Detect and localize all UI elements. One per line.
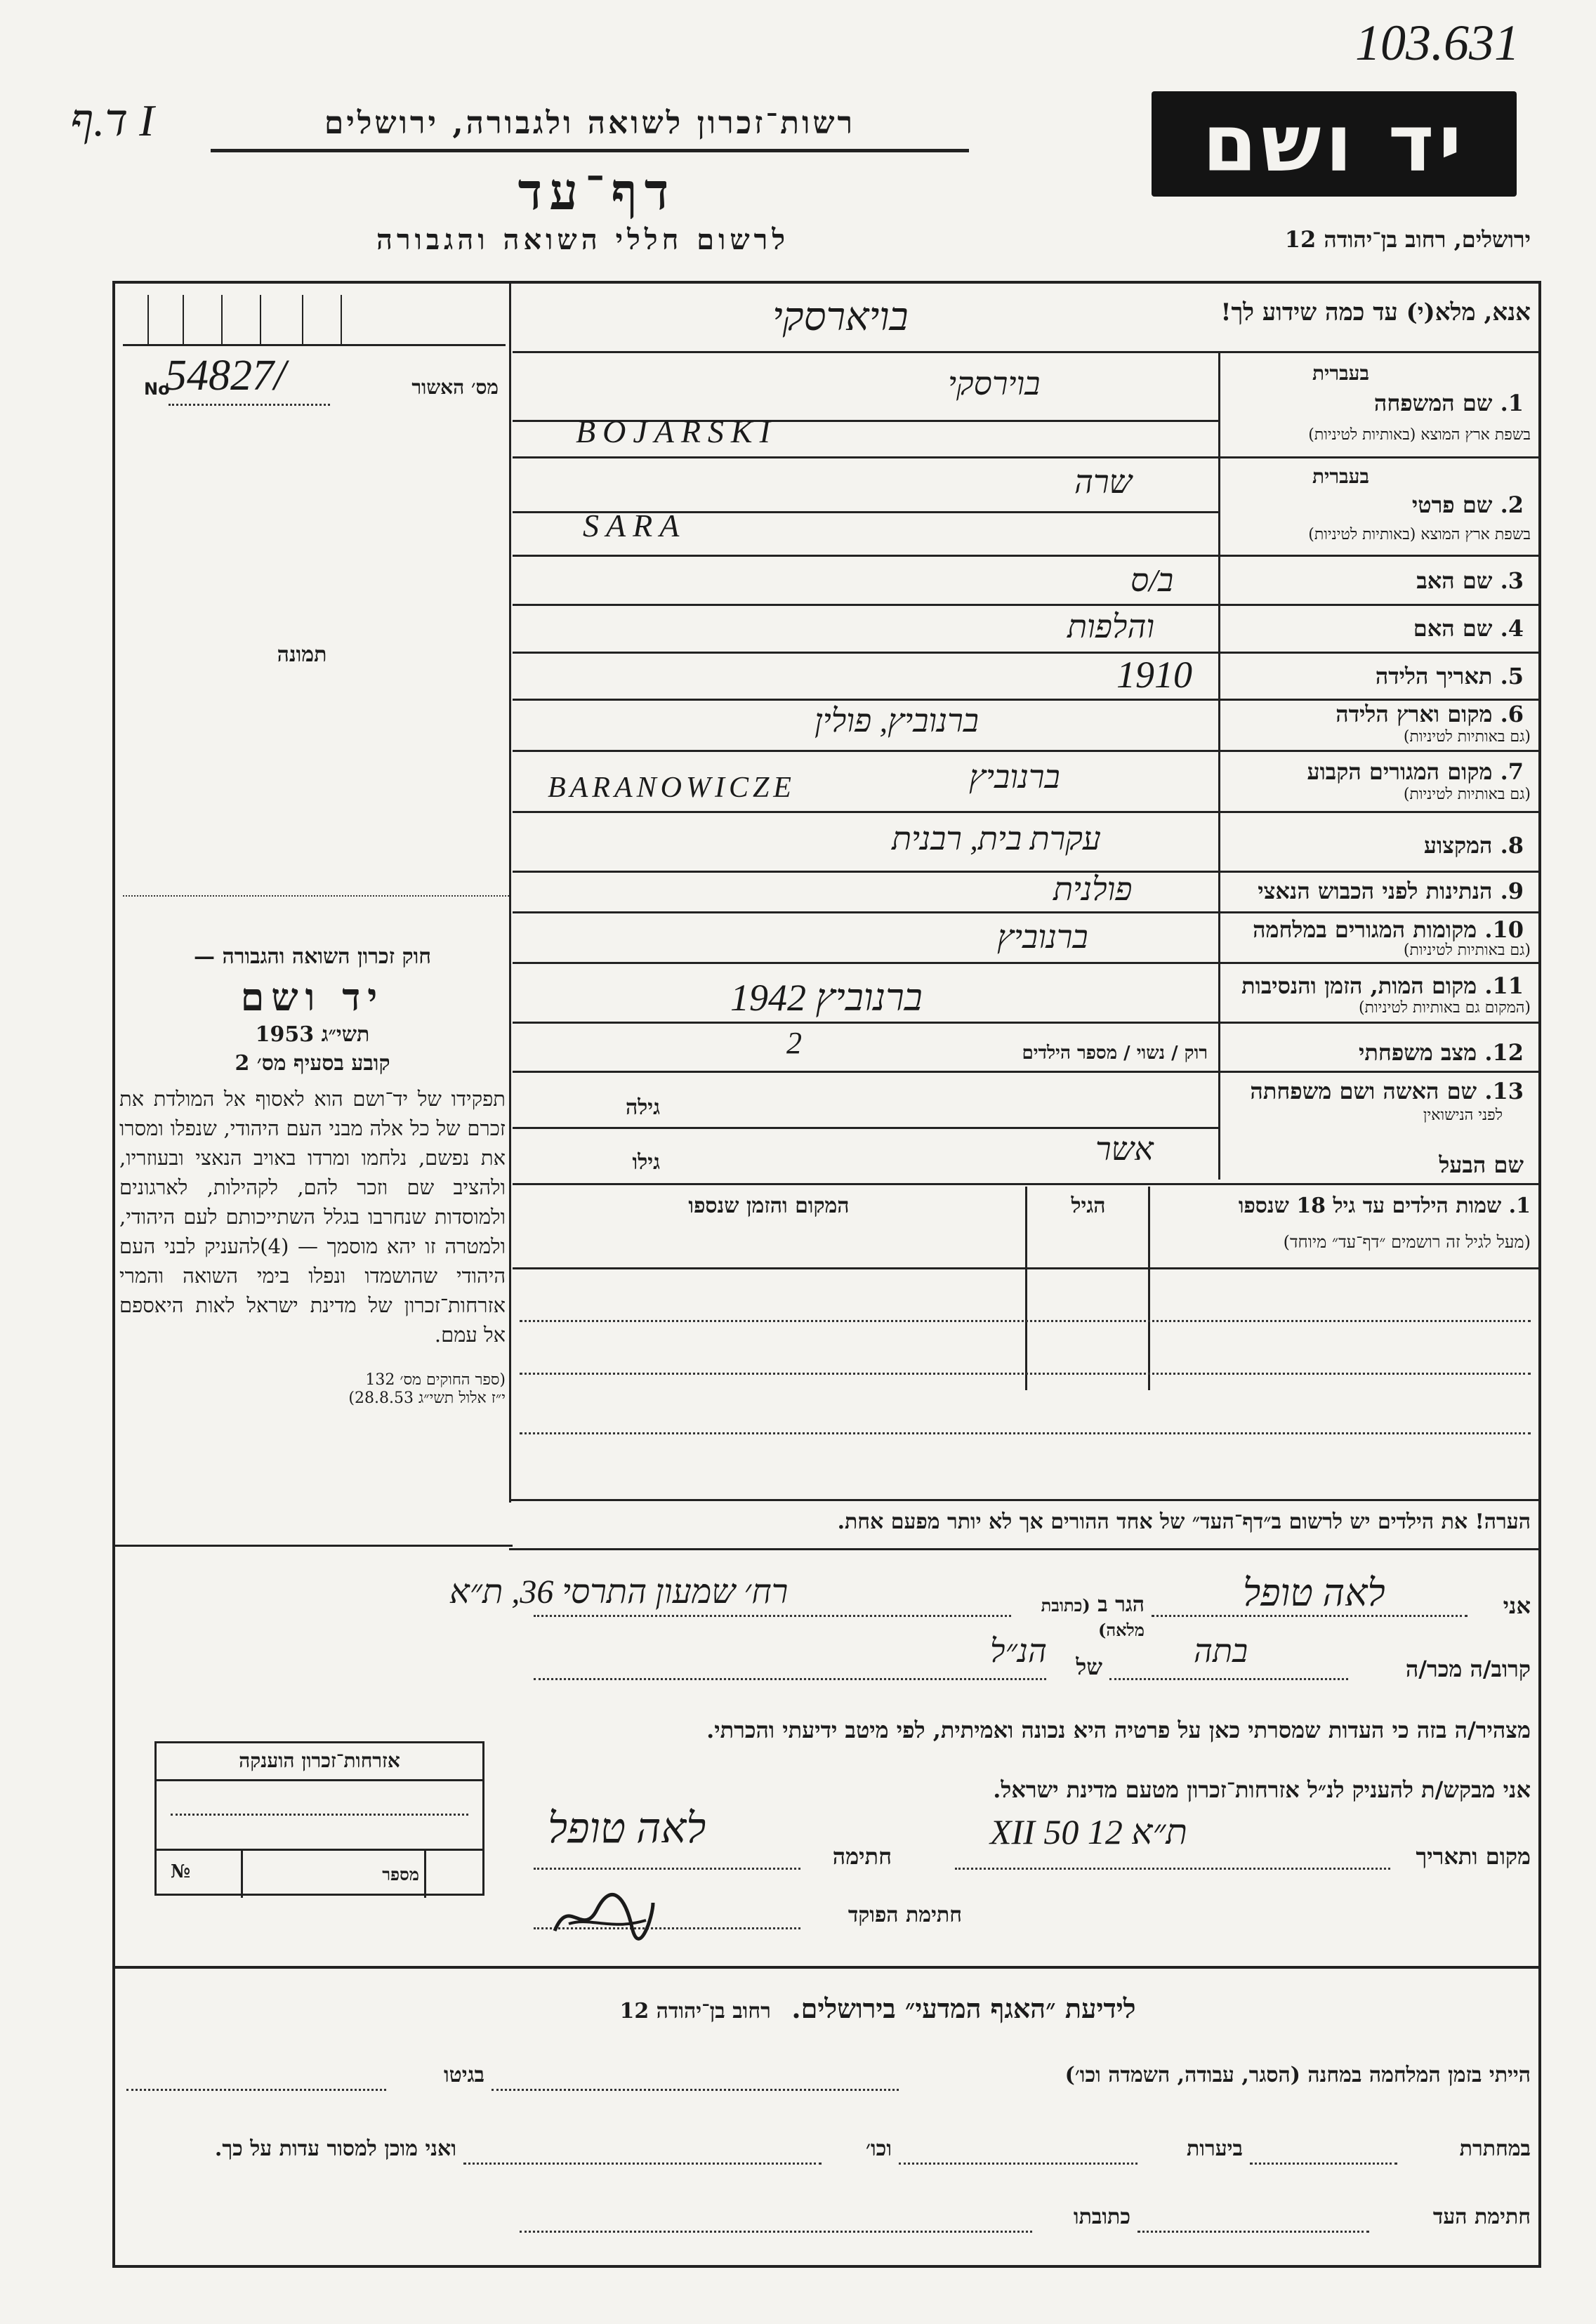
age-col-divider (1025, 1187, 1027, 1390)
sub-col-divider (1148, 1187, 1150, 1390)
remark: הערה! את הילדים יש לרשום ב״דף־העד״ של אחד ההורים אך לא יותר מפעם אחת. (837, 1510, 1531, 1534)
signature-line (534, 1868, 800, 1870)
witness-name: לאה טופל (1243, 1572, 1385, 1614)
footer-heading-address: רחוב בן־יהודה 12 (619, 1999, 771, 2023)
children-header-line (513, 1267, 1541, 1269)
f2-bottom (513, 555, 1541, 557)
signature: לאה טופל (548, 1805, 706, 1851)
f8-bottom (513, 871, 1541, 873)
authority-line: רשות־זכרון לשואה ולגבורה, ירושלים (324, 105, 856, 141)
intro-line (513, 351, 1541, 353)
f2-value-latin: SARA (583, 508, 687, 543)
f2-sub: בשפת ארץ המוצא (באותיות לטיניות) (1308, 526, 1531, 543)
photo-label: תמונה (277, 642, 327, 667)
footer-line1-a: הייתי בזמן המלחמה במחנה (הסגר, עבודה, השמדה וכו׳) (1064, 2063, 1531, 2087)
footer-line3-b: כתובתו (1073, 2205, 1130, 2229)
f6-sub: (גם באותיות לטיניות) (1403, 728, 1531, 746)
f11-value: ברנוביץ 1942 (730, 977, 923, 1019)
f12-children: 2 (786, 1026, 802, 1060)
f1-value-hebrew: בוירסקי (948, 366, 1041, 402)
footer-line2-a: במחתרת (1459, 2137, 1531, 2161)
footer-line1-dots2 (126, 2089, 386, 2091)
address: ירושלים, רחוב בן־יהודה 12 (1284, 226, 1531, 253)
f5-label: 5. תאריך הלידה (1375, 663, 1524, 689)
footer-top (112, 1966, 1541, 1969)
cert-underline (169, 404, 330, 406)
f3-bottom (513, 604, 1541, 606)
witness-of-line (534, 1678, 1046, 1680)
form-title: דף־עד (517, 161, 676, 221)
f11-sub: (המקום גם באותיות לטיניות) (1359, 999, 1531, 1017)
law-source-1: (ספר החוקים מס׳ 132 (365, 1371, 506, 1389)
f6-bottom (513, 750, 1541, 752)
f1-sub: בשפת ארץ המוצא (באותיות לטיניות) (1308, 426, 1531, 444)
footer-line2-dots3 (463, 2163, 822, 2165)
witness-of-label: של (1076, 1653, 1102, 1680)
f2-label: 2. שם פרטי (1411, 491, 1524, 518)
witness-relation-label: קרוב/ה מכר/ה (1405, 1656, 1531, 1682)
cert-number: 54827/ (165, 352, 286, 400)
children-col-age: הגיל (1071, 1194, 1106, 1218)
witness-lives-label: הגר ב (כתובת מלאה) (1041, 1592, 1145, 1640)
page-mark: ד.ף I (70, 95, 154, 145)
law-source-2: י״ז אלול תשי״ג 28.8.53) (348, 1389, 506, 1407)
law-block (119, 944, 506, 1407)
footer-line2-dots1 (1250, 2163, 1397, 2165)
f7-value: ברנוביץ (969, 759, 1060, 795)
f10-bottom (513, 962, 1541, 964)
archive-number: 103.631 (1355, 15, 1519, 71)
f5-value: 1910 (1116, 654, 1192, 696)
husband-bottom (513, 1183, 1541, 1185)
children-title: 1. שמות הילדים עד גיל 18 שנספו (1238, 1194, 1531, 1218)
witness-relation-line (1109, 1678, 1348, 1680)
f13-label: 13. שם האשה ושם משפחתה (1250, 1078, 1524, 1104)
footer-heading (492, 1993, 1264, 2025)
f7-bottom (513, 811, 1541, 813)
witness-i-label: אני (1503, 1592, 1531, 1619)
f13-age-label: גילה (625, 1095, 660, 1120)
f1-hebrew-tag: בעברית (1312, 362, 1369, 385)
f8-label: 8. המקצוע (1423, 832, 1524, 859)
footer-line2-dots2 (899, 2163, 1137, 2165)
f9-bottom (513, 911, 1541, 913)
witness-address-line (534, 1615, 1011, 1617)
f7-sub: (גם באותיות לטיניות) (1403, 786, 1531, 803)
law-year: תשי״ג 1953 (255, 1022, 370, 1047)
footer-line1-dots1 (492, 2089, 899, 2091)
f10-value: ברנוביץ (997, 919, 1088, 955)
field-label-divider (1218, 351, 1220, 1180)
f7-value-latin: BARANOWICZE (548, 772, 796, 804)
place-date: ת״א 12 XII 50 (990, 1812, 1187, 1851)
f4-label: 4. שם האם (1413, 615, 1524, 642)
f9-value: פולנית (1053, 871, 1133, 907)
photo-bottom (123, 895, 509, 898)
cert-no-prefix: No (144, 379, 170, 399)
authority-underline (211, 149, 969, 152)
f12-label: 12. מצב משפחתי (1359, 1039, 1524, 1066)
f13-bottom (513, 1127, 1218, 1129)
husband-age-label: גילו (632, 1150, 660, 1175)
footer-line3-a: חתימת העד (1432, 2205, 1531, 2229)
cert-boxes (123, 295, 506, 346)
children-row-2 (520, 1373, 1531, 1375)
f12-status: רוק / נשוי / מספר הילדים (1022, 1043, 1208, 1064)
law-body: תפקידו של יד־ושם הוא לאסוף אל המולדת את זכרם של כל אלה מבני העם היהודי, שנפלו ומסרו את נפשם, נלחמו ומרדו באויב הנאצי ובעוזריו, ולהציב שם וזכר להם, לקהילות, לארגונים ולמוסדות שנחרבו בגלל השתייכותם לעם היהודי, ולמטרה זו יהא מוסמך — (4)להעניק לבני העם היהודי שהושמדו ונפלו בימי השואה והמרי אזרחות־זכרון של מדינת ישראל לאות היאספם אל עמם. (119, 1087, 506, 1347)
husband-label: שם הבעל (1439, 1151, 1524, 1178)
citizenship-title: אזרחות־זכרון הוענקה (157, 1743, 482, 1781)
witness-declaration: מצהיר/ה בזה כי העדות שמסרתי כאן על פרטיה היא נכונה ואמיתית, לפי מיטב ידיעתי והכרתי. (706, 1717, 1531, 1743)
f10-sub: (גם באותיות לטיניות) (1403, 942, 1531, 959)
law-title: חוק זכרון השואה והגבורה — (194, 944, 431, 969)
f11-label: 11. מקום המות, הזמן והנסיבות (1241, 972, 1524, 999)
f3-label: 3. שם האב (1416, 567, 1524, 594)
f2-value-hebrew: שרה (1074, 464, 1133, 500)
children-table-bottom (509, 1499, 1541, 1501)
f2-hebrew-tag: בעברית (1312, 465, 1369, 488)
f1-label: 1. שם המשפחה (1373, 390, 1524, 416)
witness-of-value: הנ״ל (990, 1633, 1047, 1669)
f9-label: 9. הנתינות לפני הכבוש הנאצי (1258, 878, 1524, 904)
f4-bottom (513, 652, 1541, 654)
law-bottom (112, 1545, 513, 1547)
witness-name-line (1152, 1615, 1468, 1617)
form-subtitle: לרשום חללי השואה והגבורה (376, 223, 790, 256)
f7-label: 7. מקום המגורים הקבוע (1307, 758, 1524, 785)
citizenship-number-label: מספר (382, 1864, 419, 1884)
witness-address: רח׳ שמעון התרסי 36, ת״א (449, 1573, 789, 1611)
law-section: קובע בסעיף מס׳ 2 (235, 1051, 390, 1076)
intro-handwritten-name: בויארסקי (772, 296, 909, 339)
f8-value: עקרת בית, רבנית (892, 821, 1101, 857)
footer-line3-dots2 (520, 2231, 1032, 2233)
children-row-3 (520, 1432, 1531, 1434)
f12-bottom (513, 1071, 1541, 1073)
intro-prompt: אנא, מלא(י) עד כמה שידוע לך! (1220, 298, 1531, 326)
left-panel-divider (509, 281, 511, 1503)
footer-line3-dots1 (1137, 2231, 1369, 2233)
f13-sub: לפני הנישואין (1423, 1107, 1503, 1124)
f4-value: והלפות (1067, 609, 1155, 645)
f11-bottom (513, 1022, 1541, 1024)
signature-label: חתימה (832, 1843, 892, 1870)
officer-label: חתימת הפוקד (848, 1903, 962, 1927)
f3-value: ב/ס (1130, 562, 1174, 598)
witness-relation: בתה (1194, 1633, 1248, 1669)
footer-line1-b: בגיטו (443, 2063, 484, 2087)
officer-signature-scribble (548, 1889, 660, 1945)
logo-text: יד ושם (1202, 98, 1466, 190)
witness-request: אני מבקש/ת להעניק לנ״ל אזרחות־זכרון מטעם מדינת ישראל. (993, 1776, 1531, 1803)
footer-heading-text: לידיעת ״האגף המדעי״ בירושלים. (791, 1993, 1136, 2024)
citizenship-number-prefix: № (171, 1861, 191, 1882)
footer-line2-b: ביערות (1186, 2137, 1243, 2161)
f6-value: ברנוביץ, פולין (815, 703, 979, 739)
husband-value: אשר (1095, 1131, 1154, 1167)
f1-value-latin: BOJARSKI (576, 414, 777, 449)
place-date-label: מקום ותאריך (1416, 1843, 1531, 1870)
children-note: (מעל לגיל זה רושמים ״דף־עד״ מיוחד) (1283, 1232, 1531, 1252)
f1-bottom (513, 456, 1541, 458)
children-col-place: המקום והזמן שנספו (688, 1194, 850, 1218)
f10-label: 10. מקומות המגורים במלחמה (1253, 916, 1524, 943)
place-date-line (955, 1868, 1390, 1870)
citizenship-box (154, 1741, 484, 1896)
children-row-1 (520, 1320, 1531, 1322)
cert-label: מס׳ האשור (411, 376, 499, 399)
footer-line2-c: וכו׳ (866, 2137, 892, 2161)
remark-bottom (509, 1548, 1541, 1550)
yad-vashem-logo (1152, 91, 1517, 197)
law-name: יד ושם (240, 975, 385, 1019)
footer-line2-d: ואני מוכן למסור עדות על כך. (214, 2137, 456, 2161)
f6-label: 6. מקום וארץ הלידה (1336, 701, 1524, 727)
